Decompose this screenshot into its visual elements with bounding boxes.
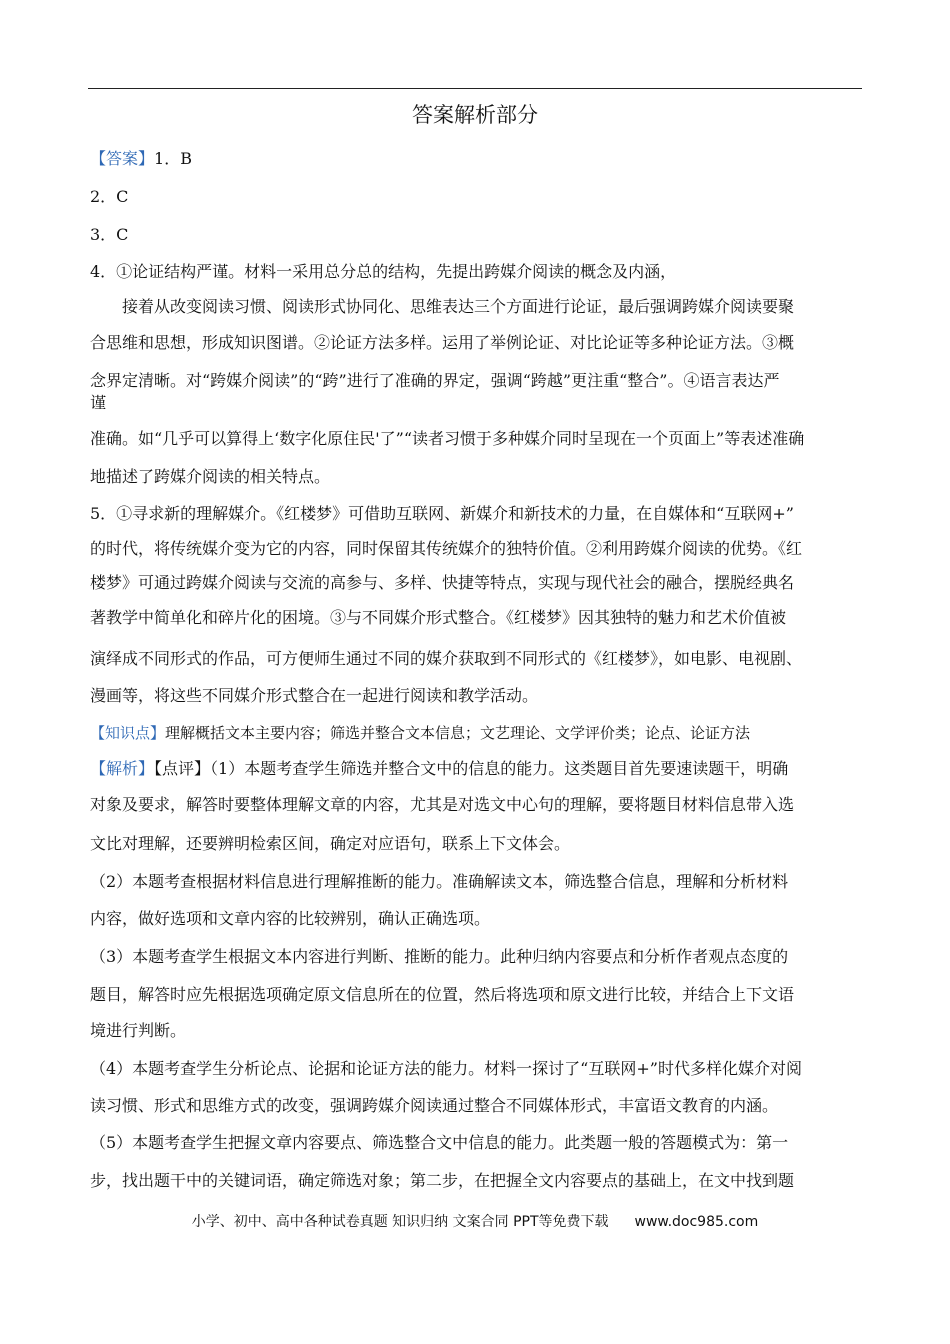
answer-q5-line: 漫画等，将这些不同媒介形式整合在一起进行阅读和教学活动。 — [90, 686, 539, 705]
answer-line-1 — [90, 147, 930, 171]
answer-q2: 2．C — [90, 187, 129, 206]
answer-q5-line: 的时代，将传统媒介变为它的内容，同时保留其传统媒介的独特价值。②利用跨媒介阅读的优势。《红 — [90, 539, 803, 558]
page-footer — [0, 1212, 950, 1232]
analysis-line: 境进行判断。 — [90, 1021, 187, 1040]
analysis-line: 步，找出题干中的关键词语，确定筛选对象；第二步，在把握全文内容要点的基础上，在文中找到题 — [90, 1171, 795, 1190]
answer-q5-line: 楼梦》可通过跨媒介阅读与交流的高参与、多样、快捷等特点，实现与现代社会的融合，摆脱经典名 — [90, 573, 795, 592]
analysis-line: （5）本题考查学生把握文章内容要点、筛选整合文中信息的能力。此类题一般的答题模式为：第一 — [90, 1133, 789, 1152]
answer-q5-line: 演绎成不同形式的作品，可方便师生通过不同的媒介获取到不同形式的《红楼梦》，如电影、电视剧、 — [90, 649, 803, 668]
analysis-line: （2）本题考查根据材料信息进行理解推断的能力。准确解读文本，筛选整合信息，理解和分析材料 — [90, 872, 789, 891]
analysis-first-line: 【点评】（1）本题考查学生筛选并整合文中的信息的能力。这类题目首先要速读题干，明确 — [154, 759, 789, 778]
answer-q4-line: 合思维和思想，形成知识图谱。②论证方法多样。运用了举例论证、对比论证等多种论证方法。③概 — [90, 333, 795, 352]
answer-q5-line: 著教学中简单化和碎片化的困境。③与不同媒介形式整合。《红楼梦》因其独特的魅力和艺术价值被 — [90, 608, 787, 627]
knowledge-line — [90, 721, 930, 745]
footer-text: 小学、初中、高中各种试卷真题 知识归纳 文案合同 PPT等免费下载 — [191, 1214, 609, 1230]
answer-q4-line: 4．①论证结构严谨。材料一采用总分总的结构，先提出跨媒介阅读的概念及内涵， — [90, 262, 677, 281]
answer-q5-line: 5．①寻求新的理解媒介。《红楼梦》可借助互联网、新媒介和新技术的力量，在自媒体和“互联网+” — [90, 504, 794, 523]
footer-link[interactable]: www.doc985.com — [634, 1214, 759, 1230]
analysis-tag: 【解析】 — [90, 759, 155, 778]
answer-tag: 【答案】 — [90, 149, 155, 168]
analysis-line: 题目，解答时应先根据选项确定原文信息所在的位置，然后将选项和原文进行比较，并结合上下文语 — [90, 985, 795, 1004]
analysis-line: 对象及要求，解答时要整体理解文章的内容，尤其是对选文中心句的理解，要将题目材料信息带入选 — [90, 795, 795, 814]
answer-q4-line: 念界定清晰。对“跨媒介阅读”的“跨”进行了准确的界定，强调“跨越”更注重“整合”。④语言表达严 — [90, 371, 780, 390]
analysis-line — [90, 757, 930, 781]
analysis-line: 文比对理解，还要辨明检索区间，确定对应语句，联系上下文体会。 — [90, 834, 571, 853]
answer-q3: 3．C — [90, 225, 129, 244]
analysis-line: （4）本题考查学生分析论点、论据和论证方法的能力。材料一探讨了“互联网+”时代多样化媒介对阅 — [90, 1059, 802, 1078]
answer-q4-line: 谨 — [90, 393, 107, 412]
answer-q4-line: 接着从改变阅读习惯、阅读形式协同化、思维表达三个方面进行论证，最后强调跨媒介阅读要聚 — [122, 297, 795, 316]
knowledge-tag: 【知识点】 — [90, 724, 166, 742]
answer-q4-line: 准确。如“几乎可以算得上‘数字化原住民'了”“读者习惯于多种媒介同时呈现在一个页面上”等表述准确 — [90, 429, 805, 448]
answer-q1: 1．B — [154, 149, 192, 168]
analysis-line: 读习惯、形式和思维方式的改变，强调跨媒介阅读通过整合不同媒体形式，丰富语文教育的内涵。 — [90, 1096, 779, 1115]
answer-q4-line: 地描述了跨媒介阅读的相关特点。 — [90, 467, 331, 486]
knowledge-text: 理解概括文本主要内容；筛选并整合文本信息；文艺理论、文学评价类；论点、论证方法 — [165, 724, 751, 742]
header-rule — [88, 88, 862, 89]
analysis-line: （3）本题考查学生根据文本内容进行判断、推断的能力。此种归纳内容要点和分析作者观点态度的 — [90, 947, 789, 966]
page-title: 答案解析部分 — [412, 103, 538, 127]
analysis-line: 内容，做好选项和文章内容的比较辨别，确认正确选项。 — [90, 909, 491, 928]
